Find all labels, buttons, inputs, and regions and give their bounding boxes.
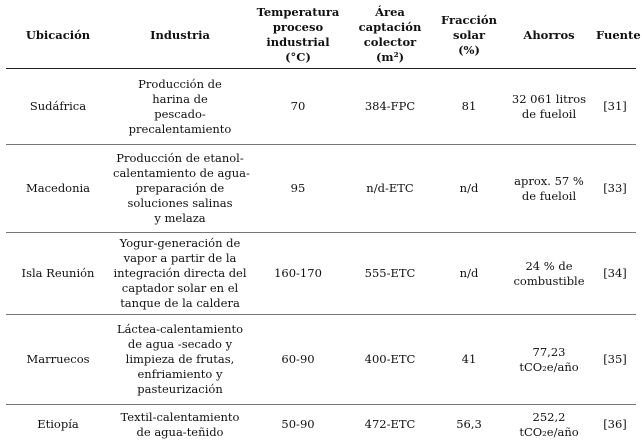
cell-text: [33]: [603, 181, 627, 195]
column-header-fraccion: [434, 2, 504, 69]
header-text: colector: [363, 35, 417, 49]
cell-temperatura: [250, 315, 346, 405]
column-header-fuente: [594, 2, 641, 69]
cell-text: n/d: [459, 181, 479, 195]
cell-text: precalentamiento: [128, 121, 232, 136]
cell-text: 50-90: [281, 417, 315, 432]
cell-temperatura: [250, 69, 346, 145]
cell-industria: [110, 145, 250, 233]
cell-text: 400-ETC: [364, 352, 416, 366]
cell-text: Marruecos: [26, 352, 90, 366]
cell-text: Yogur-generación de: [119, 236, 241, 250]
column-header-ahorros: [504, 2, 594, 69]
header-text: industrial: [266, 35, 330, 49]
cell-text: Macedonia: [25, 181, 91, 195]
cell-fuente: [594, 145, 636, 233]
header-text: Área: [375, 5, 405, 19]
table-body: [6, 69, 636, 445]
table-row: [6, 145, 636, 233]
cell-text: 70: [290, 99, 306, 113]
cell-text: 472-ETC: [364, 417, 416, 432]
header-text: Temperatura: [256, 5, 340, 19]
header-text: Ahorros: [523, 27, 575, 42]
cell-temperatura: [250, 145, 346, 233]
cell-ubicacion: [6, 405, 110, 445]
cell-text: combustible: [513, 273, 585, 288]
cell-text: harina de: [152, 91, 208, 106]
cell-text: Láctea-calentamiento: [116, 322, 244, 336]
cell-fuente: [594, 315, 636, 405]
cell-text: calentamiento de agua-: [113, 166, 250, 180]
cell-temperatura: [250, 233, 346, 315]
cell-text: pasteurización: [137, 382, 223, 396]
cell-text: Producción de: [138, 76, 222, 91]
cell-text: 95: [290, 181, 306, 195]
cell-ahorros: [504, 233, 594, 315]
cell-area: [346, 69, 434, 145]
solar-industry-table: [6, 2, 641, 445]
cell-text: [31]: [603, 99, 627, 113]
cell-text: de agua -secado y: [127, 337, 233, 351]
cell-fraccion: [434, 315, 504, 405]
cell-ahorros: [504, 145, 594, 233]
cell-fuente: [594, 405, 636, 445]
cell-fuente: [594, 69, 636, 145]
cell-text: 555-ETC: [364, 266, 416, 280]
column-header-temperatura: [250, 2, 346, 69]
cell-text: limpieza de frutas,: [125, 352, 235, 366]
header-text: Fuente: [596, 27, 641, 42]
cell-text: enfriamiento y: [137, 367, 223, 381]
cell-area: [346, 405, 434, 445]
header-text: solar: [452, 27, 486, 42]
cell-text: preparación de: [135, 181, 225, 195]
cell-text: pescado-: [154, 106, 206, 121]
cell-text: captador solar en el: [121, 281, 239, 295]
cell-industria: [110, 233, 250, 315]
cell-text: de agua-teñido: [136, 424, 224, 439]
cell-text: soluciones salinas: [127, 196, 233, 210]
header-text: captación: [358, 20, 422, 34]
cell-industria: [110, 315, 250, 405]
cell-industria: [110, 405, 250, 445]
cell-text: 56,3: [456, 417, 482, 432]
cell-text: Sudáfrica: [29, 99, 87, 113]
header-text: Fracción: [441, 12, 497, 27]
cell-text: n/d: [459, 266, 479, 280]
cell-temperatura: [250, 405, 346, 445]
cell-text: [34]: [603, 266, 627, 280]
header-text: (%): [458, 42, 480, 57]
cell-fraccion: [434, 145, 504, 233]
cell-ubicacion: [6, 233, 110, 315]
cell-text: [35]: [603, 352, 627, 366]
cell-fraccion: [434, 233, 504, 315]
table-row: [6, 315, 636, 405]
cell-text: y melaza: [154, 211, 206, 225]
header-text: proceso: [272, 20, 324, 34]
cell-area: [346, 315, 434, 405]
cell-ahorros: [504, 405, 594, 445]
cell-text: 81: [461, 99, 477, 113]
cell-text: 77,23: [532, 344, 566, 359]
cell-text: vapor a partir de la: [123, 251, 237, 265]
column-header-ubicacion: [6, 2, 110, 69]
cell-text: n/d-ETC: [366, 181, 414, 195]
cell-text: 41: [461, 352, 477, 366]
table-row: [6, 405, 636, 445]
table-row: [6, 233, 636, 315]
cell-text: [36]: [603, 417, 627, 432]
cell-text: tCO₂e/año: [519, 359, 579, 374]
cell-text: 24 % de: [525, 258, 573, 273]
cell-text: 252,2: [532, 409, 566, 424]
table-row: [6, 69, 636, 145]
header-text: Ubicación: [25, 27, 91, 42]
cell-text: 60-90: [281, 352, 315, 366]
cell-text: 32 061 litros: [511, 91, 587, 106]
cell-text: aprox. 57 %: [514, 173, 584, 188]
cell-ahorros: [504, 315, 594, 405]
cell-text: de fueloil: [521, 188, 577, 203]
cell-fuente: [594, 233, 636, 315]
column-header-industria: [110, 2, 250, 69]
cell-fraccion: [434, 69, 504, 145]
table-header: [6, 2, 641, 69]
cell-text: tanque de la caldera: [120, 296, 240, 310]
cell-text: integración directa del: [113, 266, 247, 280]
cell-fraccion: [434, 405, 504, 445]
column-header-area: [346, 2, 434, 69]
cell-text: Isla Reunión: [21, 266, 95, 280]
cell-ubicacion: [6, 145, 110, 233]
cell-area: [346, 145, 434, 233]
cell-text: Producción de etanol-: [116, 151, 244, 165]
cell-text: Etiopía: [37, 417, 79, 432]
header-text: Industria: [150, 27, 210, 42]
cell-ubicacion: [6, 69, 110, 145]
cell-text: de fueloil: [521, 106, 577, 121]
cell-area: [346, 233, 434, 315]
cell-industria: [110, 69, 250, 145]
header-text: (°C): [285, 50, 311, 64]
cell-text: tCO₂e/año: [519, 424, 579, 439]
cell-text: 160-170: [274, 266, 322, 280]
cell-text: Textil-calentamiento: [120, 409, 240, 424]
header-row: [6, 2, 636, 69]
cell-ubicacion: [6, 315, 110, 405]
cell-text: 384-FPC: [364, 99, 416, 113]
header-text: (m²): [375, 50, 405, 64]
cell-ahorros: [504, 69, 594, 145]
